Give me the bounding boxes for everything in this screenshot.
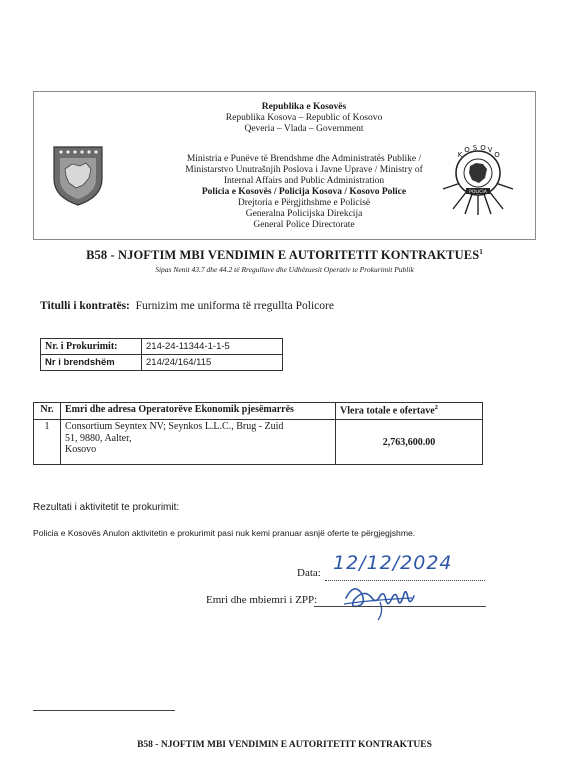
badge-letter-v: V: [487, 146, 493, 154]
procurement-number-label: Nr. i Prokurimit:: [41, 339, 142, 355]
row-operator-address: [61, 420, 336, 465]
document-subtitle: Sipas Nenit 43.7 dhe 44.2 të Rregullave dhe Udhëzuesit Operativ te Prokurimit Publik: [155, 265, 414, 274]
operators-header-row: [34, 403, 483, 420]
name-label: Emri dhe mbiemri i ZPP:: [206, 594, 318, 606]
header-line-directorate-2: Generalna Policijska Direkcija: [245, 209, 363, 219]
date-label: Data:: [297, 567, 321, 579]
table-row: [34, 420, 483, 465]
kosovo-police-badge-icon: [439, 133, 517, 217]
row-nr: 1: [34, 420, 61, 465]
badge-letter-k: K: [457, 151, 463, 159]
badge-subtext: POLICIA: [469, 190, 487, 195]
operators-table: [33, 402, 483, 465]
procurement-table: [40, 338, 283, 371]
header-line-government: Qeveria – Vlada – Government: [244, 124, 364, 134]
internal-number-value: 214/24/164/115: [142, 355, 283, 371]
contract-title-label: Titulli i kontratës:: [40, 300, 130, 312]
badge-letter-o1: O: [464, 146, 470, 154]
badge-letter-o3: O: [494, 151, 500, 159]
footer-title: B58 - NJOFTIM MBI VENDIMIN E AUTORITETIT KONTRAKTUES: [137, 740, 432, 750]
document-title-text: B58 - NJOFTIM MBI VENDIMIN E AUTORITETIT KONTRAKTUES: [86, 248, 480, 263]
address-line: Kosovo: [65, 444, 97, 455]
header-nr: Nr.: [34, 403, 61, 420]
title-footnote-mark: 1: [479, 248, 483, 256]
header-footnote-mark: 2: [434, 404, 438, 411]
procurement-row: [41, 355, 283, 371]
result-label: Rezultati i aktivitetit te prokurimit:: [33, 502, 180, 513]
header-line-police: Policia e Kosovës / Policija Kosova / Kosovo Police: [201, 187, 407, 197]
footnote-separator: [33, 710, 175, 711]
header-line-ministry-1: Ministria e Punëve të Brendshme dhe Administratës Publike /: [186, 154, 422, 164]
date-value-handwritten: 12/12/2024: [333, 552, 453, 574]
internal-number-label: Nr i brendshëm: [41, 355, 142, 371]
header-line-directorate-3: General Police Directorate: [253, 220, 355, 230]
kosovo-coat-of-arms-icon: [52, 145, 104, 207]
header-line-ministry-3: Internal Affairs and Public Administration: [223, 176, 385, 186]
signature-icon: [340, 578, 420, 622]
contract-title: [40, 300, 334, 312]
header-line-directorate-1: Drejtoria e Përgjithshme e Policisë: [237, 198, 371, 208]
address-line: Consortium Seyntex NV; Seynkos L.L.C., Brug - Zuid: [65, 421, 284, 432]
document-title: [0, 248, 569, 263]
header-line-ministry-2: Ministarstvo Unutrašnjih Poslova i Javne Uprave / Ministry of: [185, 165, 423, 175]
badge-letter-o2: O: [480, 144, 486, 152]
badge-letter-s: S: [472, 144, 478, 152]
contract-title-value: Furnizim me uniforma të rregullta Policore: [135, 300, 334, 312]
header-total-value-text: Vlera totale e ofertave: [340, 405, 435, 417]
address-line: 51, 9880, Aalter,: [65, 432, 132, 444]
row-total-value: 2,763,600.00: [336, 420, 483, 465]
header-line-republic: Republika e Kosovës: [261, 102, 347, 112]
result-text: Policia e Kosovës Anulon aktivitetin e prokurimit pasi nuk kemi pranuar asnjë oferte te përgjegjshme.: [33, 528, 416, 538]
header-operator-name-address: Emri dhe adresa Operatorëve Ekonomik pjesëmarrës: [61, 403, 336, 420]
procurement-row: [41, 339, 283, 355]
header-total-value: [336, 403, 483, 420]
name-underline: [314, 606, 486, 607]
procurement-number-value: 214-24-11344-1-1-5: [142, 339, 283, 355]
header-line-republic-translations: Republika Kosova – Republic of Kosovo: [225, 113, 383, 123]
